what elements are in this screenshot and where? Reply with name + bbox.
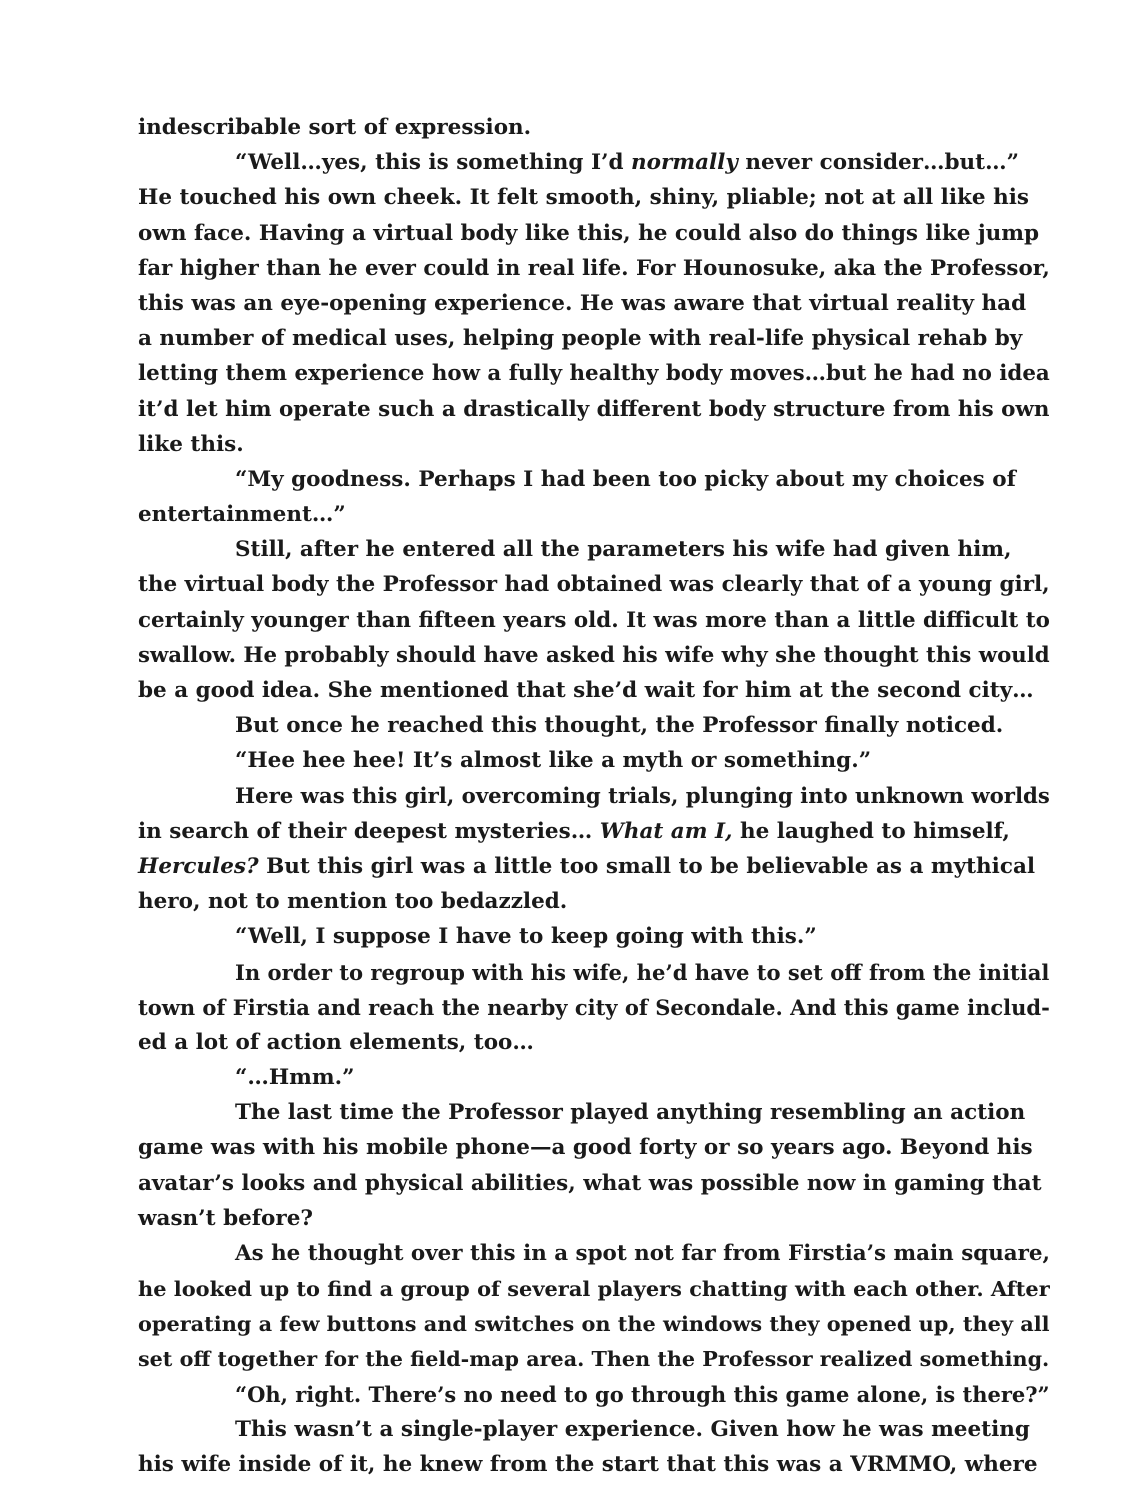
text-line <box>138 1166 1048 1201</box>
text-segment: Here was this girl, overcoming trials, plunging into unknown worlds <box>235 783 1050 809</box>
text-segment: like this. <box>138 431 244 457</box>
text-segment: far higher than he ever could in real life. For Hounosuke, aka the Professor, <box>138 255 1050 281</box>
body-text <box>138 110 1051 1482</box>
text-line <box>138 884 1048 919</box>
text-segment: a number of medical uses, helping people with real-life physical rehab by <box>138 326 1023 352</box>
text-segment: game was with his mobile phone—a good forty or so years ago. Beyond his <box>138 1135 1033 1161</box>
text-segment: entertainment…” <box>138 502 346 528</box>
text-segment: it’d let him operate such a drastically different body structure from his own <box>138 396 1050 422</box>
text-segment: avatar’s looks and physical abilities, what was possible now in gaming that <box>138 1170 1042 1196</box>
text-line <box>138 567 1048 602</box>
text-segment: his wife inside of it, he knew from the start that this was a VRMMO, where <box>138 1452 1038 1478</box>
text-segment: “Well, I suppose I have to keep going with this.” <box>235 924 817 950</box>
text-line <box>138 180 1048 215</box>
paragraph-start-line <box>138 1060 1048 1095</box>
text-segment: “My goodness. Perhaps I had been too picky about my choices of <box>235 466 1016 492</box>
paragraph-start-line <box>138 919 1048 954</box>
text-line <box>138 1447 1048 1482</box>
text-line <box>138 321 1048 356</box>
italic-text-segment: normally <box>631 150 738 176</box>
text-segment: “…Hmm.” <box>235 1065 355 1091</box>
paragraph-start-line <box>138 1236 1051 1271</box>
text-line <box>138 392 1048 427</box>
italic-text-segment: Hercules? <box>138 853 259 879</box>
text-segment: hero, not to mention too bedazzled. <box>138 889 568 915</box>
text-segment: But this girl was a little too small to be believable as a mythical <box>258 853 1036 879</box>
paragraph-start-line <box>138 532 1048 567</box>
text-line <box>138 990 1048 1025</box>
text-segment: set off together for the field-map area. Then the Professor realized something. <box>138 1346 1050 1371</box>
text-segment: letting them experience how a fully healthy body moves…but he had no idea <box>138 361 1050 387</box>
text-line <box>138 638 1048 673</box>
text-line <box>138 1342 1048 1377</box>
paragraph-start-line <box>138 955 1048 990</box>
text-segment: own face. Having a virtual body like this, he could also do things like jump <box>138 220 1040 246</box>
text-segment: certainly younger than fifteen years old. It was more than a little difficult to <box>138 607 1050 633</box>
text-segment: swallow. He probably should have asked his wife why she thought this would <box>138 642 1050 668</box>
text-line <box>138 1201 1048 1236</box>
text-segment: town of Firstia and reach the nearby city of Secondale. And this game includ- <box>138 994 1050 1020</box>
text-segment: never consider…but…” <box>737 150 1019 176</box>
text-segment: in search of their deepest mysteries… <box>138 818 600 844</box>
text-line <box>138 356 1048 391</box>
text-line <box>138 1306 1048 1341</box>
paragraph-start-line <box>138 1412 1048 1447</box>
text-line <box>138 673 1048 708</box>
text-line <box>138 286 1048 321</box>
text-segment: He touched his own cheek. It felt smooth, shiny, pliable; not at all like his <box>138 185 1029 211</box>
text-segment: In order to regroup with his wife, he’d have to set off from the initial <box>235 959 1050 985</box>
text-line <box>138 603 1048 638</box>
text-segment: As he thought over this in a spot not far from Firstia’s main square, <box>235 1241 1051 1266</box>
text-segment: be a good idea. She mentioned that she’d wait for him at the second city… <box>138 678 1034 703</box>
text-line <box>138 1130 1048 1165</box>
text-line <box>138 251 1048 286</box>
paragraph-start-line <box>138 708 1048 743</box>
text-segment: wasn’t before? <box>138 1205 313 1231</box>
text-line <box>138 216 1048 251</box>
text-line <box>138 849 1048 884</box>
text-line <box>138 110 1048 145</box>
paragraph-start-line <box>138 145 1048 180</box>
text-line <box>138 497 1048 532</box>
text-segment: this was an eye-opening experience. He was aware that virtual reality had <box>138 290 1027 316</box>
text-segment: operating a few buttons and switches on the windows they opened up, they all <box>138 1311 1050 1337</box>
text-segment: Still, after he entered all the parameters his wife had given him, <box>235 537 1012 563</box>
paragraph-start-line <box>138 462 1048 497</box>
text-segment: “Oh, right. There’s no need to go through this game alone, is there?” <box>235 1381 1050 1407</box>
text-segment: “Hee hee hee! It’s almost like a myth or something.” <box>235 748 872 774</box>
text-line <box>138 814 1048 849</box>
text-segment: ed a lot of action elements, too… <box>138 1029 534 1055</box>
text-segment: The last time the Professor played anything resembling an action <box>235 1100 1026 1126</box>
paragraph-start-line <box>138 1377 1048 1412</box>
text-segment: he laughed to himself, <box>732 818 1010 844</box>
paragraph-start-line <box>138 1095 1048 1130</box>
paragraph-start-line <box>138 743 1048 778</box>
text-line <box>138 1271 1048 1306</box>
text-segment: the virtual body the Professor had obtained was clearly that of a young girl, <box>138 572 1050 598</box>
text-line <box>138 427 1048 462</box>
paragraph-start-line <box>138 779 1048 814</box>
italic-text-segment: What am I, <box>599 818 733 844</box>
text-segment: But once he reached this thought, the Professor finally noticed. <box>235 713 1004 739</box>
text-segment: “Well…yes, this is something I’d <box>235 150 632 176</box>
text-segment: indescribable sort of expression. <box>138 115 532 140</box>
text-segment: he looked up to find a group of several players chatting with each other. After <box>138 1276 1050 1302</box>
text-segment: This wasn’t a single-player experience. Given how he was meeting <box>235 1416 1030 1442</box>
text-line <box>138 1025 1048 1060</box>
